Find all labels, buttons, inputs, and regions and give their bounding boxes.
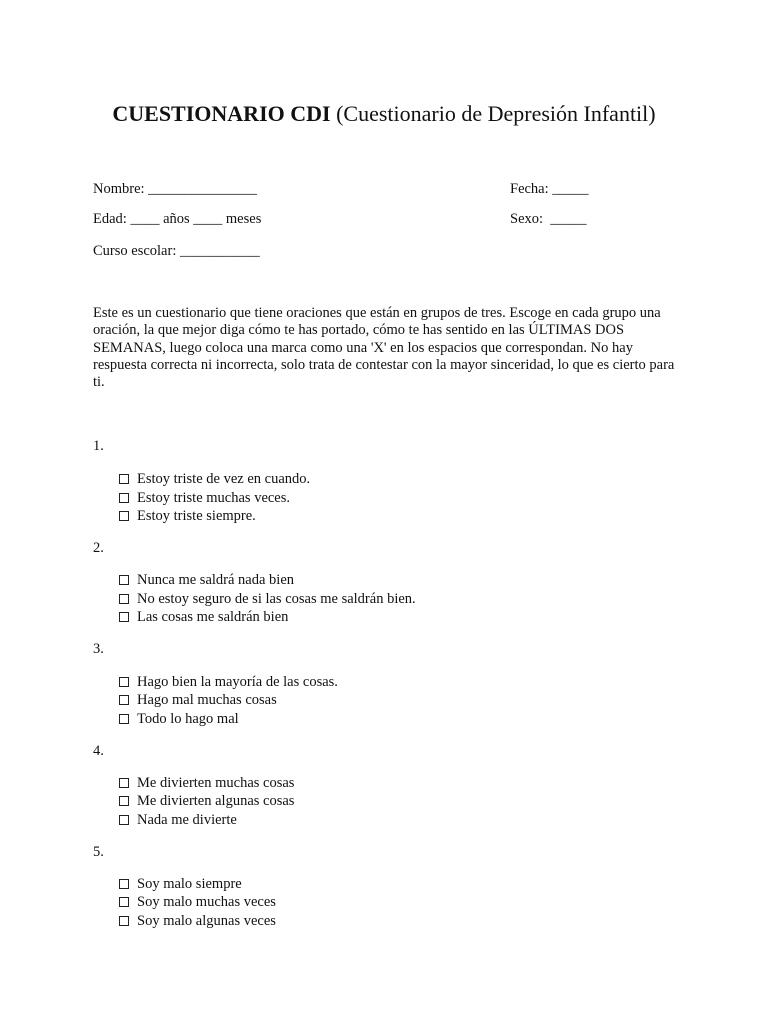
checkbox[interactable] [119, 916, 129, 926]
answer-option[interactable] [119, 691, 277, 709]
field-sexo[interactable]: Sexo: _____ [510, 211, 587, 227]
checkbox[interactable] [119, 594, 129, 604]
option-label: Nunca me saldrá nada bien [137, 572, 295, 588]
checkbox[interactable] [119, 474, 129, 484]
question-number: 2. [93, 540, 104, 556]
option-label: Soy malo muchas veces [137, 894, 276, 910]
checkbox[interactable] [119, 677, 129, 687]
option-label: No estoy seguro de si las cosas me saldrán bien. [137, 591, 416, 607]
option-label: Estoy triste muchas veces. [137, 490, 291, 506]
checkbox[interactable] [119, 493, 129, 503]
answer-option[interactable] [119, 590, 416, 608]
option-label: Todo lo hago mal [137, 711, 239, 727]
field-fecha[interactable]: Fecha: _____ [510, 181, 589, 197]
answer-option[interactable] [119, 710, 239, 728]
question-number: 5. [93, 844, 104, 860]
option-label: Estoy triste de vez en cuando. [137, 471, 311, 487]
field-nombre[interactable]: Nombre: _______________ [93, 181, 257, 197]
answer-option[interactable] [119, 893, 276, 911]
answer-option[interactable] [119, 912, 276, 930]
answer-option[interactable] [119, 608, 288, 626]
instructions-paragraph: Este es un cuestionario que tiene oraciones que están en grupos de tres. Escoge en cada grupo una oración, la que mejor diga cómo te has portado, cómo te has sentido en las ÚLTIMAS DOS SEMANAS, luego coloca una marca como una 'X' en los espacios que correspondan. No hay respuesta correcta ni incorrecta, solo trata de contestar con la mayor sinceridad, lo que es cierto para ti. [93, 305, 675, 391]
option-label: Hago bien la mayoría de las cosas. [137, 674, 338, 690]
field-edad[interactable]: Edad: ____ años ____ meses [93, 211, 262, 227]
question-number: 1. [93, 438, 104, 454]
title-subtitle: (Cuestionario de Depresión Infantil) [336, 101, 656, 126]
checkbox[interactable] [119, 879, 129, 889]
option-label: Soy malo algunas veces [137, 913, 276, 929]
answer-option[interactable] [119, 811, 237, 829]
answer-option[interactable] [119, 673, 338, 691]
checkbox[interactable] [119, 778, 129, 788]
answer-option[interactable] [119, 571, 294, 589]
checkbox[interactable] [119, 511, 129, 521]
question-number: 4. [93, 743, 104, 759]
option-label: Estoy triste siempre. [137, 508, 256, 524]
option-label: Soy malo siempre [137, 876, 242, 892]
checkbox[interactable] [119, 897, 129, 907]
answer-option[interactable] [119, 489, 290, 507]
option-label: Nada me divierte [137, 812, 237, 828]
checkbox[interactable] [119, 575, 129, 585]
option-label: Las cosas me saldrán bien [137, 609, 289, 625]
option-label: Hago mal muchas cosas [137, 692, 277, 708]
checkbox[interactable] [119, 796, 129, 806]
answer-option[interactable] [119, 875, 242, 893]
answer-option[interactable] [119, 470, 310, 488]
answer-option[interactable] [119, 792, 294, 810]
checkbox[interactable] [119, 612, 129, 622]
checkbox[interactable] [119, 695, 129, 705]
checkbox[interactable] [119, 815, 129, 825]
field-curso[interactable]: Curso escolar: ___________ [93, 243, 260, 259]
title-bold: CUESTIONARIO CDI [112, 101, 331, 126]
option-label: Me divierten algunas cosas [137, 793, 295, 809]
checkbox[interactable] [119, 714, 129, 724]
question-number: 3. [93, 641, 104, 657]
document-title [0, 100, 768, 128]
answer-option[interactable] [119, 774, 294, 792]
option-label: Me divierten muchas cosas [137, 775, 295, 791]
answer-option[interactable] [119, 507, 256, 525]
